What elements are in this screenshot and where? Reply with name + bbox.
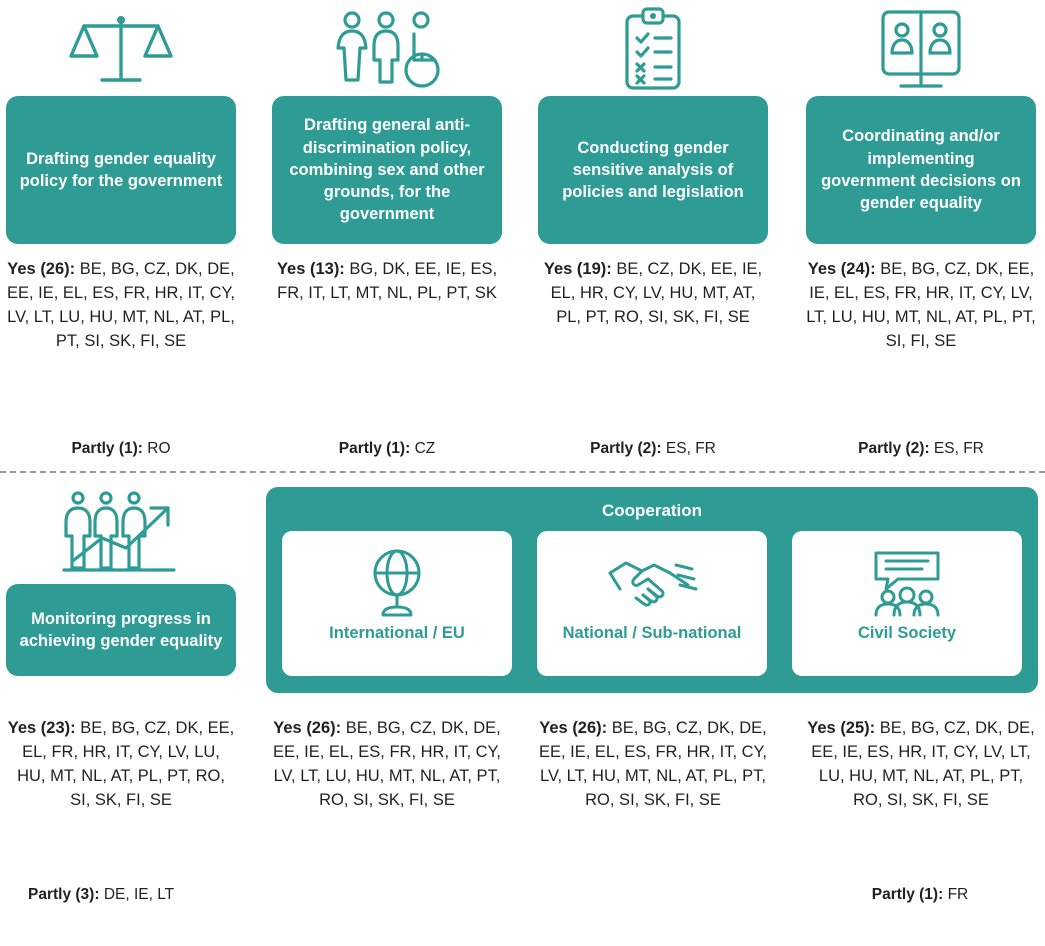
card-title-text: Monitoring progress in achieving gender equality bbox=[19, 609, 223, 650]
civil-society-discussion-icon bbox=[864, 543, 950, 623]
section-divider bbox=[0, 471, 1045, 473]
card-title-text: Drafting gender equality policy for the government bbox=[19, 149, 223, 190]
partly-block bbox=[806, 438, 1036, 460]
cooperation-panel bbox=[266, 487, 1038, 693]
cooperation-card-label: National / Sub-national bbox=[562, 624, 742, 642]
card-title bbox=[6, 584, 236, 676]
yes-block bbox=[806, 258, 1036, 354]
yes-values: BE, BG, CZ, DK, DE, EE, IE, EL, ES, FR, HR, IT, CY, LV, LT, HU, MT, NL, AT, PL, PT, RO, SI, SK, FI, SE bbox=[538, 719, 767, 809]
yes-label: Yes (25): bbox=[807, 719, 876, 737]
partly-block bbox=[0, 884, 240, 906]
video-conference-icon bbox=[806, 4, 1036, 96]
yes-block bbox=[538, 258, 768, 330]
card-title-text: Coordinating and/or implementing government decisions on gender equality bbox=[821, 127, 1021, 213]
yes-values: BE, CZ, DK, EE, IE, EL, HR, CY, LV, HU, MT, AT, PL, PT, RO, SI, SK, FI, SE bbox=[550, 260, 763, 326]
cooperation-card-international[interactable] bbox=[282, 531, 512, 676]
globe-stand-icon bbox=[361, 543, 433, 623]
cooperation-card-civil-society[interactable] bbox=[792, 531, 1022, 676]
card-title bbox=[806, 96, 1036, 244]
partly-label: Partly (1): bbox=[871, 886, 944, 903]
card-title bbox=[6, 96, 236, 244]
partly-values: DE, IE, LT bbox=[103, 886, 175, 903]
yes-label: Yes (13): bbox=[276, 260, 345, 278]
card-title-text: Drafting general anti-discrimination policy, combining sex and other grounds, for the government bbox=[289, 116, 485, 224]
partly-values: ES, FR bbox=[665, 440, 716, 457]
partly-block bbox=[538, 438, 768, 460]
yes-block bbox=[806, 717, 1036, 813]
cooperation-card-label: International / EU bbox=[329, 624, 465, 642]
yes-label: Yes (19): bbox=[543, 260, 612, 278]
yes-values: BE, BG, CZ, DK, EE, IE, EL, ES, FR, HR, IT, CY, LV, LT, LU, HU, MT, NL, AT, PL, PT, SI, FI, SE bbox=[806, 260, 1036, 350]
yes-block bbox=[538, 717, 768, 813]
column-gender-sensitive-analysis bbox=[538, 4, 768, 330]
column-coordinating-decisions bbox=[806, 4, 1036, 354]
yes-values: BE, BG, CZ, DK, DE, EE, IE, EL, ES, FR, HR, IT, CY, LV, LT, LU, HU, MT, NL, AT, PT, RO, SI, SK, FI, SE bbox=[272, 719, 501, 809]
yes-block bbox=[272, 258, 502, 306]
yes-values: BG, DK, EE, IE, ES, FR, IT, LT, MT, NL, PL, PT, SK bbox=[277, 260, 498, 302]
cooperation-card-national[interactable] bbox=[537, 531, 767, 676]
card-title bbox=[272, 96, 502, 244]
yes-values: BE, BG, CZ, DK, EE, EL, FR, HR, IT, CY, LV, LU, HU, MT, NL, AT, PL, PT, RO, SI, SK, FI, SE bbox=[17, 719, 235, 809]
card-title bbox=[538, 96, 768, 244]
partly-values: RO bbox=[147, 440, 171, 457]
column-gender-equality-policy bbox=[6, 4, 236, 354]
cooperation-card-label: Civil Society bbox=[857, 624, 957, 642]
yes-label: Yes (24): bbox=[807, 260, 876, 278]
handshake-icon bbox=[604, 543, 700, 623]
partly-values: CZ bbox=[414, 440, 436, 457]
partly-values: ES, FR bbox=[933, 440, 984, 457]
column-monitoring-progress bbox=[6, 484, 236, 676]
partly-block bbox=[800, 884, 1040, 906]
scales-balance-icon bbox=[6, 4, 236, 96]
partly-label: Partly (1): bbox=[71, 440, 143, 457]
yes-values: BE, BG, CZ, DK, DE, EE, IE, ES, HR, IT, CY, LV, LT, LU, HU, MT, NL, AT, PL, PT, RO, SI, SK, FI, SE bbox=[811, 719, 1035, 809]
diversity-people-icon bbox=[272, 4, 502, 96]
cooperation-cards bbox=[266, 521, 1038, 676]
clipboard-checklist-icon bbox=[538, 4, 768, 96]
yes-label: Yes (26): bbox=[273, 719, 342, 737]
partly-block bbox=[272, 438, 502, 460]
partly-block bbox=[6, 438, 236, 460]
yes-label: Yes (26): bbox=[7, 260, 76, 278]
partly-values: FR bbox=[947, 886, 969, 903]
yes-values: BE, BG, CZ, DK, DE, EE, IE, EL, ES, FR, HR, IT, CY, LV, LT, LU, HU, MT, NL, AT, PL, PT, SI, SK, FI, SE bbox=[6, 260, 235, 350]
yes-block bbox=[6, 717, 236, 813]
partly-label: Partly (3): bbox=[28, 886, 100, 903]
yes-block bbox=[272, 717, 502, 813]
card-title-text: Conducting gender sensitive analysis of policies and legislation bbox=[562, 138, 744, 202]
partly-label: Partly (1): bbox=[338, 440, 411, 457]
cooperation-title: Cooperation bbox=[601, 501, 703, 520]
partly-label: Partly (2): bbox=[590, 440, 662, 457]
column-anti-discrimination-policy bbox=[272, 4, 502, 306]
partly-label: Partly (2): bbox=[858, 440, 930, 457]
progress-people-chart-icon bbox=[6, 484, 236, 584]
yes-label: Yes (23): bbox=[7, 719, 76, 737]
yes-label: Yes (26): bbox=[539, 719, 608, 737]
yes-block bbox=[6, 258, 236, 354]
